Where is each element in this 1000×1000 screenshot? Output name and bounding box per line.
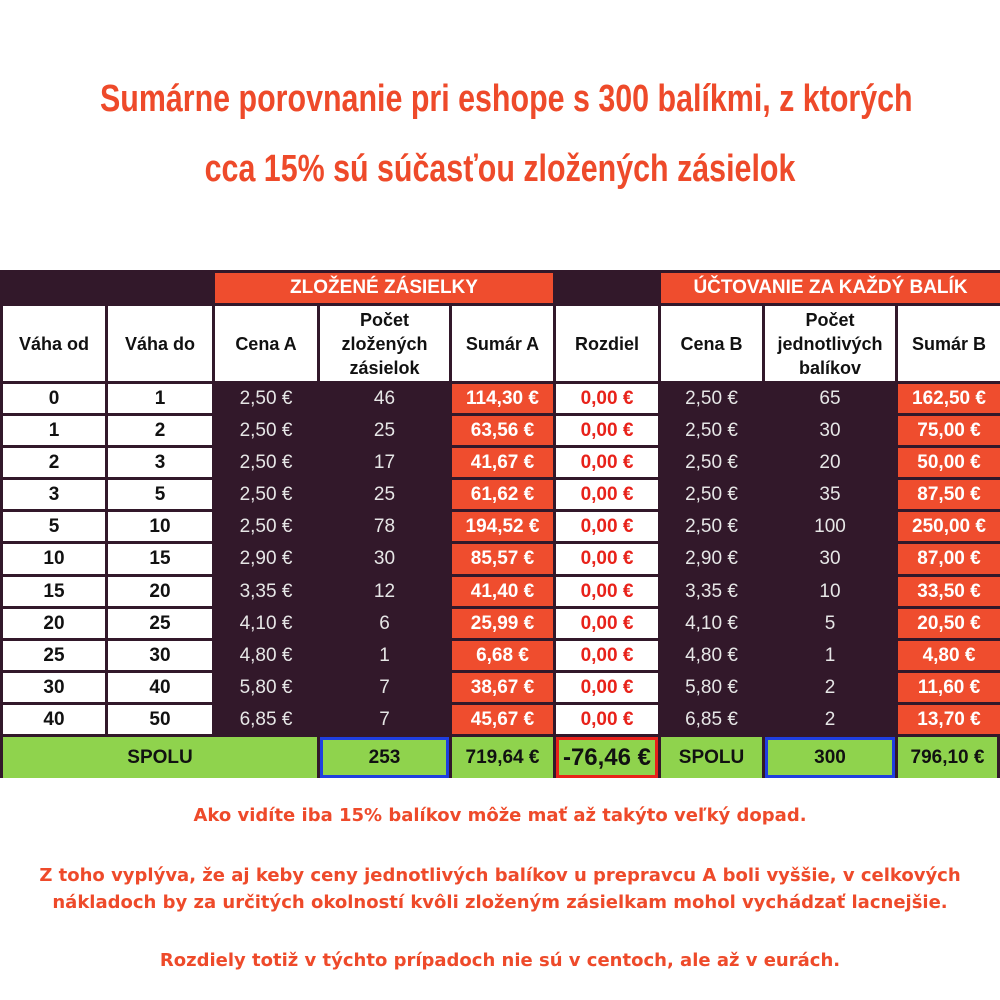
table-cell-price-b: 2,50 € <box>685 451 738 473</box>
table-cell-to: 40 <box>108 673 212 702</box>
table-cell-sum-a: 41,40 € <box>452 577 553 606</box>
table-cell-count-a: 7 <box>379 676 390 698</box>
totals-label-per-package: SPOLU <box>661 737 762 778</box>
table-cell-price-b: 2,50 € <box>685 387 738 409</box>
table-cell-price-b: 2,50 € <box>685 419 738 441</box>
table-cell-sum-b: 250,00 € <box>898 512 1000 541</box>
table-cell-price-a: 4,80 € <box>239 644 293 666</box>
table-cell-count-a: 78 <box>373 515 396 537</box>
page-title-line-1: Sumárne porovnanie pri eshope s 300 balíkmi, z ktorých <box>100 78 913 120</box>
table-cell-price-a: 2,50 € <box>239 419 293 441</box>
table-cell-sum-b: 87,50 € <box>898 480 1000 509</box>
table-cell-count-b: 30 <box>819 548 841 569</box>
comparison-table <box>0 270 1000 778</box>
table-cell-price-a: 2,50 € <box>239 515 293 537</box>
table-cell-from: 25 <box>3 641 105 670</box>
table-cell-price-a: 2,50 € <box>239 451 293 473</box>
table-cell-price-a: 5,80 € <box>239 676 293 698</box>
table-cell-to: 20 <box>108 577 212 606</box>
table-cell-to: 2 <box>108 416 212 445</box>
note-impact: Ako vidíte iba 15% balíkov môže mať až takýto veľký dopad. <box>193 805 807 826</box>
table-cell-price-a: 2,50 € <box>239 483 293 505</box>
table-cell-diff: 0,00 € <box>556 577 658 606</box>
table-cell-count-b: 2 <box>824 708 836 730</box>
table-cell-sum-b: 4,80 € <box>898 641 1000 670</box>
table-cell-count-a: 1 <box>379 644 390 666</box>
column-header-weight-from: Váha od <box>3 306 105 381</box>
table-cell-to: 15 <box>108 544 212 574</box>
totals-count-composite: 253 <box>320 737 449 778</box>
table-cell-from: 5 <box>3 512 105 541</box>
table-cell-price-b: 4,80 € <box>685 644 738 666</box>
table-cell-to: 1 <box>108 384 212 413</box>
table-cell-price-b: 5,80 € <box>685 676 738 698</box>
table-cell-count-b: 1 <box>824 644 836 666</box>
table-cell-to: 50 <box>108 705 212 734</box>
table-cell-sum-a: 25,99 € <box>452 609 553 638</box>
table-cell-diff: 0,00 € <box>556 384 658 413</box>
table-cell-sum-a: 38,67 € <box>452 673 553 702</box>
table-cell-sum-b: 87,00 € <box>898 544 1000 574</box>
table-cell-diff: 0,00 € <box>556 512 658 541</box>
table-cell-sum-b: 75,00 € <box>898 416 1000 445</box>
table-cell-count-b: 20 <box>819 451 841 473</box>
table-cell-diff: 0,00 € <box>556 641 658 670</box>
note-conclusion-line-1: Z toho vyplýva, že aj keby ceny jednotlivých balíkov u prepravcu A boli vyššie, v celkových <box>39 865 961 886</box>
totals-sum-a: 719,64 € <box>452 737 553 778</box>
column-header-price-a: Cena A <box>215 306 317 381</box>
table-cell-diff: 0,00 € <box>556 544 658 574</box>
table-cell-sum-a: 114,30 € <box>452 384 553 413</box>
table-cell-diff: 0,00 € <box>556 705 658 734</box>
table-cell-price-a: 3,35 € <box>239 580 293 602</box>
table-cell-price-a: 6,85 € <box>239 708 293 730</box>
table-cell-diff: 0,00 € <box>556 480 658 509</box>
table-cell-price-a: 2,90 € <box>239 548 293 569</box>
table-cell-from: 15 <box>3 577 105 606</box>
totals-label-composite: SPOLU <box>3 737 317 778</box>
table-cell-count-a: 25 <box>373 483 396 505</box>
table-cell-sum-b: 33,50 € <box>898 577 1000 606</box>
table-cell-from: 30 <box>3 673 105 702</box>
table-cell-price-b: 6,85 € <box>685 708 738 730</box>
table-cell-to: 10 <box>108 512 212 541</box>
table-cell-sum-a: 194,52 € <box>452 512 553 541</box>
table-cell-count-b: 35 <box>819 483 841 505</box>
table-cell-count-b: 5 <box>824 612 836 634</box>
group-header-composite: ZLOŽENÉ ZÁSIELKY <box>215 273 553 303</box>
table-cell-count-a: 7 <box>379 708 390 730</box>
table-cell-sum-a: 85,57 € <box>452 544 553 574</box>
table-cell-count-a: 30 <box>373 548 396 569</box>
note-conclusion-line-2: nákladoch by za určitých okolností kvôli zloženým zásielkam mohol vychádzať lacnejšie. <box>52 892 948 913</box>
table-cell-from: 20 <box>3 609 105 638</box>
table-cell-from: 1 <box>3 416 105 445</box>
table-cell-sum-b: 11,60 € <box>898 673 1000 702</box>
table-cell-sum-b: 20,50 € <box>898 609 1000 638</box>
table-cell-count-a: 12 <box>373 580 396 602</box>
table-cell-price-b: 4,10 € <box>685 612 738 634</box>
column-header-weight-to: Váha do <box>108 306 212 381</box>
table-cell-count-b: 2 <box>824 676 836 698</box>
totals-count-individual: 300 <box>765 737 895 778</box>
column-header-price-b: Cena B <box>661 306 762 381</box>
table-cell-price-b: 2,90 € <box>685 548 738 569</box>
table-cell-diff: 0,00 € <box>556 673 658 702</box>
table-cell-sum-b: 162,50 € <box>898 384 1000 413</box>
column-header-count-composite: Počet zložených zásielok <box>320 306 449 381</box>
column-header-count-individual: Počet jednotlivých balíkov <box>765 306 895 381</box>
table-cell-price-b: 2,50 € <box>685 483 738 505</box>
table-cell-sum-b: 13,70 € <box>898 705 1000 734</box>
table-cell-count-b: 65 <box>819 387 841 409</box>
table-cell-from: 2 <box>3 448 105 477</box>
page-title-line-2: cca 15% sú súčasťou zložených zásielok <box>204 148 796 190</box>
table-cell-sum-a: 41,67 € <box>452 448 553 477</box>
totals-sum-b: 796,10 € <box>898 737 997 778</box>
table-cell-to: 30 <box>108 641 212 670</box>
table-cell-count-a: 17 <box>373 451 396 473</box>
column-header-sum-a: Sumár A <box>452 306 553 381</box>
table-cell-count-a: 46 <box>373 387 396 409</box>
table-cell-sum-a: 61,62 € <box>452 480 553 509</box>
table-cell-from: 10 <box>3 544 105 574</box>
table-cell-price-b: 3,35 € <box>685 580 738 602</box>
table-cell-count-a: 6 <box>379 612 390 634</box>
table-cell-from: 40 <box>3 705 105 734</box>
table-cell-price-a: 4,10 € <box>239 612 293 634</box>
table-cell-to: 5 <box>108 480 212 509</box>
table-cell-sum-b: 50,00 € <box>898 448 1000 477</box>
table-cell-count-b: 100 <box>814 515 846 537</box>
note-euros: Rozdiely totiž v týchto prípadoch nie sú v centoch, ale až v eurách. <box>159 950 841 971</box>
table-cell-to: 3 <box>108 448 212 477</box>
table-cell-diff: 0,00 € <box>556 609 658 638</box>
table-cell-count-a: 25 <box>373 419 396 441</box>
table-cell-to: 25 <box>108 609 212 638</box>
table-cell-from: 3 <box>3 480 105 509</box>
group-header-per-package: ÚČTOVANIE ZA KAŽDÝ BALÍK <box>661 273 1000 303</box>
table-cell-diff: 0,00 € <box>556 448 658 477</box>
column-header-difference: Rozdiel <box>556 306 658 381</box>
table-cell-diff: 0,00 € <box>556 416 658 445</box>
table-cell-sum-a: 63,56 € <box>452 416 553 445</box>
table-cell-price-b: 2,50 € <box>685 515 738 537</box>
table-cell-count-b: 30 <box>819 419 841 441</box>
totals-difference: -76,46 € <box>556 737 658 778</box>
table-cell-price-a: 2,50 € <box>239 387 293 409</box>
table-cell-sum-a: 6,68 € <box>452 641 553 670</box>
table-cell-sum-a: 45,67 € <box>452 705 553 734</box>
table-cell-count-b: 10 <box>819 580 841 602</box>
table-cell-from: 0 <box>3 384 105 413</box>
column-header-sum-b: Sumár B <box>898 306 1000 381</box>
